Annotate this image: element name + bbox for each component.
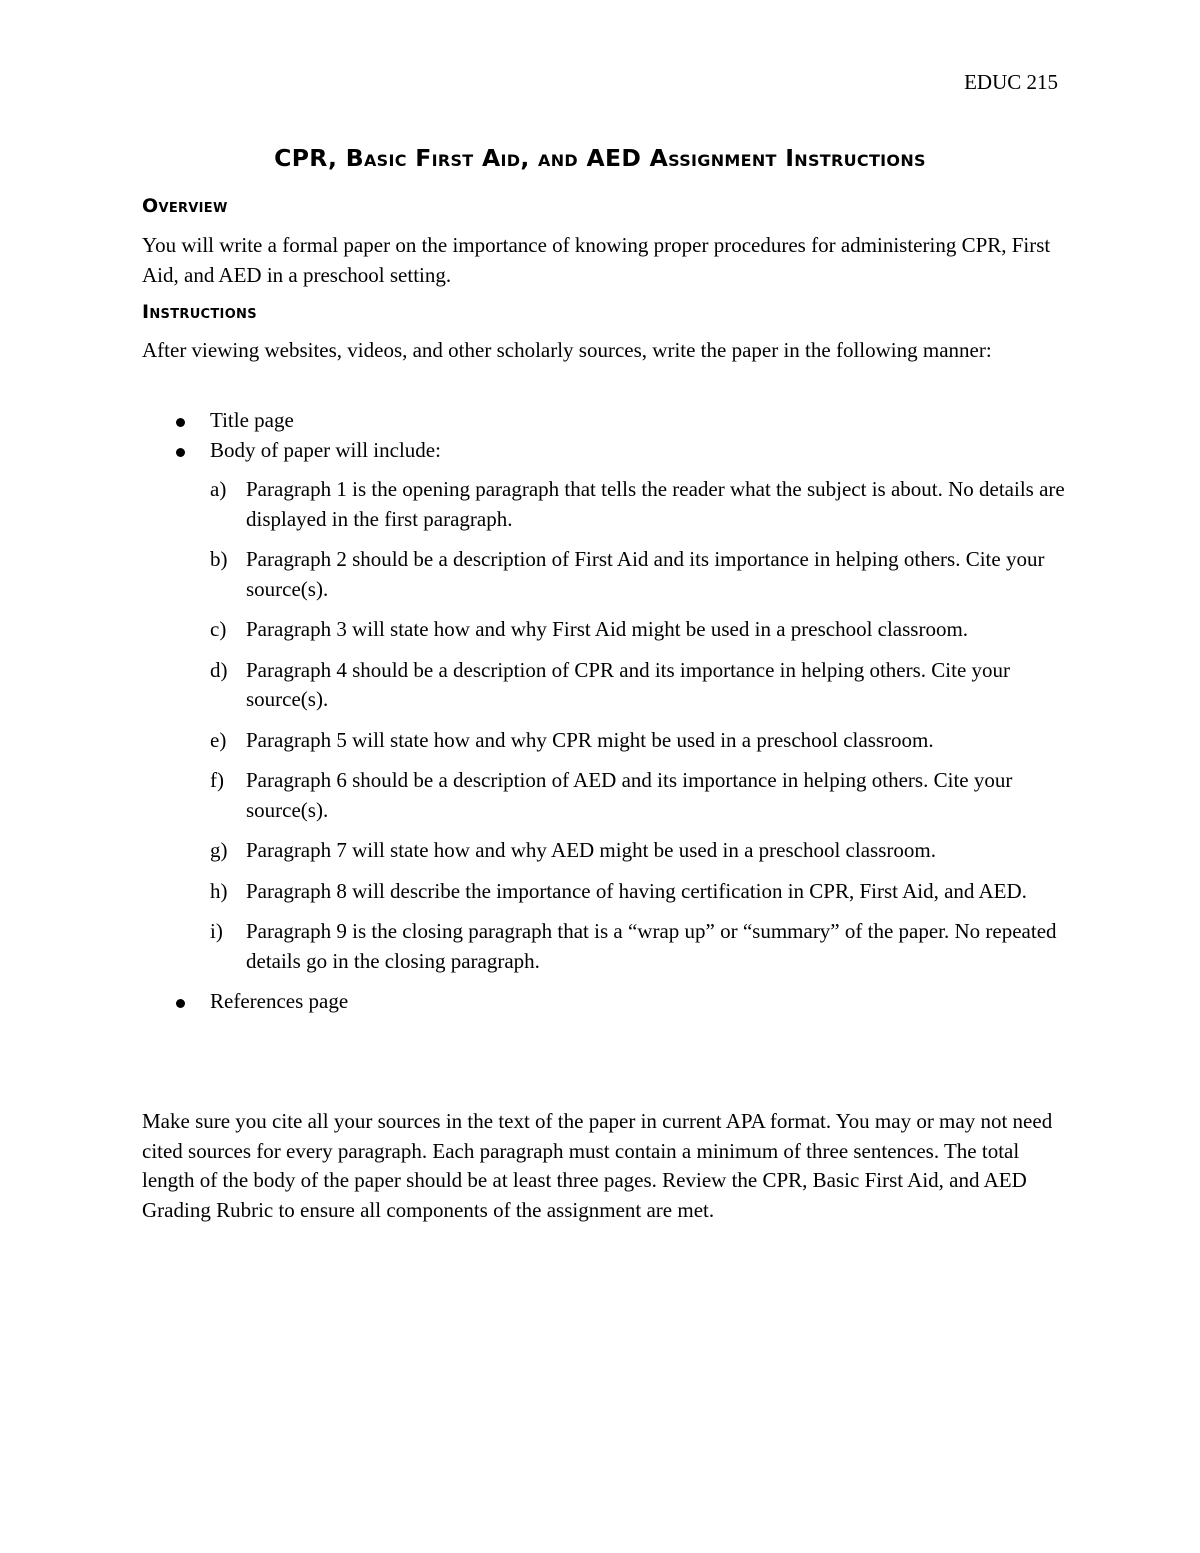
bullet-label: Body of paper will include: (210, 437, 441, 462)
overview-heading: Overview (142, 195, 228, 217)
bullet-dot-icon (176, 999, 185, 1008)
list-marker: g) (210, 838, 228, 862)
list-marker: c) (210, 617, 227, 641)
instructions-heading: Instructions (142, 301, 257, 323)
list-item-text: Paragraph 9 is the closing paragraph that is a “wrap up” or “summary” of the paper. No repeated details go in the closing paragraph. (246, 919, 1057, 973)
list-marker: f) (210, 768, 224, 792)
body-paragraph-list (210, 475, 1072, 976)
course-code: EDUC 215 (964, 70, 1058, 94)
overview-text: You will write a formal paper on the importance of knowing proper procedures for administering CPR, First Aid, and AED in a preschool setting. (142, 233, 1051, 287)
list-item-text: Paragraph 2 should be a description of First Aid and its importance in helping others. Cite your source(s). (246, 547, 1045, 601)
list-item (210, 836, 1072, 866)
list-item (210, 475, 1072, 534)
bullet-item-body (142, 436, 1072, 977)
list-marker: e) (210, 727, 227, 752)
bullet-label: References page (210, 989, 349, 1013)
list-marker: d) (210, 657, 228, 682)
list-item-text: Paragraph 7 will state how and why AED might be used in a preschool classroom. (246, 838, 936, 862)
list-marker: h) (210, 878, 228, 903)
bullet-dot-icon (176, 448, 185, 457)
list-marker: a) (210, 477, 227, 501)
list-item (210, 877, 1072, 907)
bullet-label: Title page (210, 408, 294, 432)
list-item-text: Paragraph 6 should be a description of AED and its importance in helping others. Cite your source(s). (246, 768, 1013, 822)
bullet-dot-icon (176, 418, 185, 427)
list-marker: b) (210, 547, 228, 571)
list-item (210, 545, 1072, 604)
closing-paragraph: Make sure you cite all your sources in the text of the paper in current APA format. You may or may not need cited sources for every paragraph. Each paragraph must contain a minimum of three sentences. The total length of the body of the paper should be at least three pages. Review the CPR, Basic First Aid, and AED Grading Rubric to ensure all components of the assignment are met. (142, 1109, 1053, 1222)
list-item (210, 766, 1072, 825)
document-title: CPR, Basic First Aid, and AED Assignment Instructions (274, 144, 926, 172)
list-item (210, 615, 1072, 645)
list-item-text: Paragraph 3 will state how and why First Aid might be used in a preschool classroom. (246, 617, 969, 641)
list-item (210, 917, 1072, 976)
list-item-text: Paragraph 1 is the opening paragraph that tells the reader what the subject is about. No details are displayed in the first paragraph. (246, 477, 1065, 531)
list-item-text: Paragraph 4 should be a description of CPR and its importance in helping others. Cite your source(s). (246, 657, 1011, 711)
bullet-item-title-page (142, 406, 1072, 436)
list-item (210, 656, 1072, 715)
bullet-item-references (142, 987, 1072, 1017)
instructions-intro: After viewing websites, videos, and other scholarly sources, write the paper in the following manner: (142, 338, 992, 362)
list-item (210, 726, 1072, 756)
list-marker: i) (210, 919, 223, 943)
list-item-text: Paragraph 5 will state how and why CPR might be used in a preschool classroom. (246, 727, 934, 752)
instructions-bullet-list (142, 406, 1072, 1017)
list-item-text: Paragraph 8 will describe the importance of having certification in CPR, First Aid, and AED. (246, 878, 1027, 903)
